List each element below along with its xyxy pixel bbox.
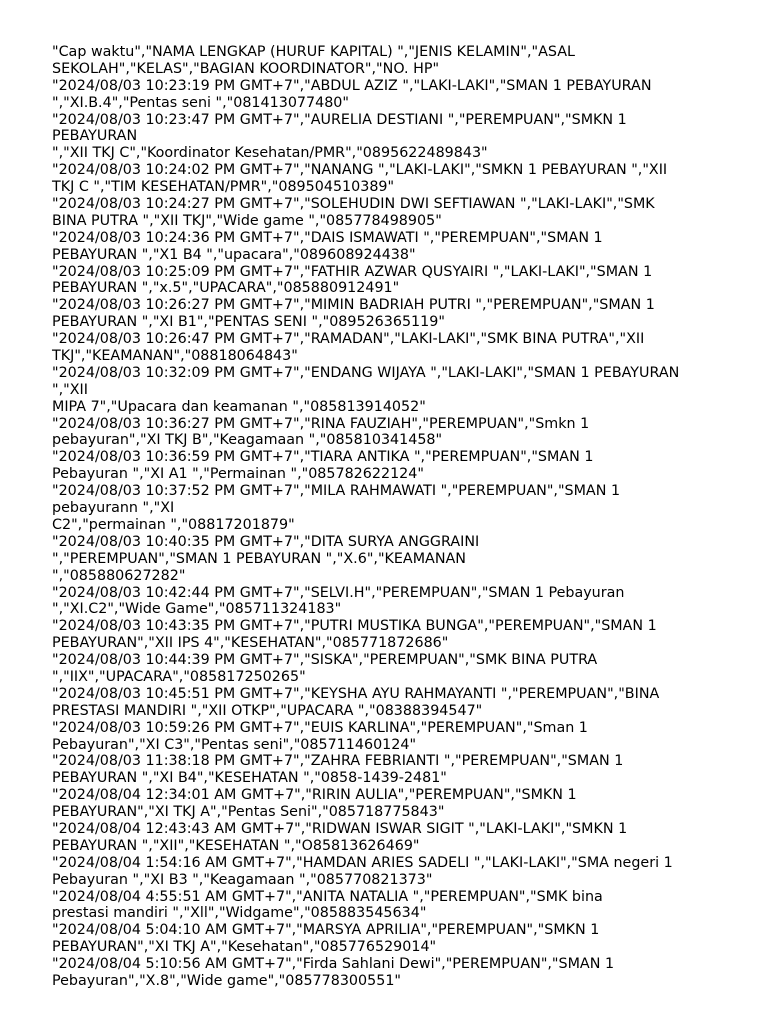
csv-text-line: "2024/08/03 10:45:51 PM GMT+7","KEYSHA AYU RAHMAYANTI ","PEREMPUAN","BINA [52,685,660,702]
csv-text-line: Pebayuran","XI C3","Pentas seni","085711460124" [52,736,417,753]
csv-text-line: "2024/08/04 12:34:01 AM GMT+7","RIRIN AULIA","PEREMPUAN","SMKN 1 [52,787,577,804]
csv-text-line: "2024/08/03 10:37:52 PM GMT+7","MILA RAHMAWATI ","PEREMPUAN","SMAN 1 [52,483,621,500]
csv-text-line: "2024/08/03 10:24:36 PM GMT+7","DAIS ISMAWATI ","PEREMPUAN","SMAN 1 [52,229,603,246]
csv-text-line: PEBAYURAN","XI TKJ A","Pentas Seni","085718775843" [52,804,445,821]
csv-text-line: pebayurann ","XI [52,500,175,517]
csv-text-line: "2024/08/03 10:23:47 PM GMT+7","AURELIA DESTIANI ","PEREMPUAN","SMKN 1 [52,111,627,128]
csv-text-line: ","XII [52,381,88,398]
csv-text-line: "Cap waktu","NAMA LENGKAP (HURUF KAPITAL) ","JENIS KELAMIN","ASAL [52,44,575,60]
csv-text-line: Pebayuran","X.8","Wide game","085778300551" [52,972,401,989]
csv-text-line: C2","permainan ","08817201879" [52,516,295,533]
csv-text-line: ","PEREMPUAN","SMAN 1 PEBAYURAN ","X.6","KEAMANAN [52,550,466,567]
csv-text-line: ","XI.C2","Wide Game","085711324183" [52,601,342,618]
csv-text-line: ","IIX","UPACARA","085817250265" [52,668,306,685]
csv-text-line: PEBAYURAN","XI TKJ A","Kesehatan","085776529014" [52,939,437,956]
csv-text-line: PEBAYURAN ","XII","KESEHATAN ","O85813626469" [52,837,420,854]
csv-text-line: "2024/08/04 1:54:16 AM GMT+7","HAMDAN ARIES SADELI ","LAKI-LAKI","SMA negeri 1 [52,854,673,871]
csv-text-line: "2024/08/04 5:10:56 AM GMT+7","Firda Sahlani Dewi","PEREMPUAN","SMAN 1 [52,956,615,973]
csv-text-line: MIPA 7","Upacara dan keamanan ","085813914052" [52,398,426,415]
csv-text-line: PRESTASI MANDIRI ","XII OTKP","UPACARA ","08388394547" [52,702,483,719]
csv-text-line: TKJ","KEAMANAN","08818064843" [52,348,298,365]
csv-text-line: Pebayuran ","XI A1 ","Permainan ","085782622124" [52,466,424,483]
csv-text-line: "2024/08/03 10:24:02 PM GMT+7","NANANG ","LAKI-LAKI","SMKN 1 PEBAYURAN ","XII [52,162,668,179]
csv-text-line: pebayuran","XI TKJ B","Keagamaan ","085810341458" [52,432,443,449]
csv-text-line: "2024/08/03 11:38:18 PM GMT+7","ZAHRA FEBRIANTI ","PEREMPUAN","SMAN 1 [52,753,624,770]
csv-text-line: "2024/08/04 12:43:43 AM GMT+7","RIDWAN ISWAR SIGIT ","LAKI-LAKI","SMKN 1 [52,820,628,837]
csv-text-line: "2024/08/03 10:43:35 PM GMT+7","PUTRI MUSTIKA BUNGA","PEREMPUAN","SMAN 1 [52,618,657,635]
csv-text-line: "2024/08/03 10:23:19 PM GMT+7","ABDUL AZIZ ","LAKI-LAKI","SMAN 1 PEBAYURAN [52,77,652,94]
csv-text-line: PEBAYURAN ","X1 B4 ","upacara","089608924438" [52,246,416,263]
csv-text-line: Pebayuran ","XI B3 ","Keagamaan ","085770821373" [52,871,433,888]
csv-text-line: BINA PUTRA ","XII TKJ","Wide game ","085778498905" [52,212,442,229]
csv-text-line: PEBAYURAN ","XI B4","KESEHATAN ","0858-1439-2481" [52,770,447,787]
document-page [52,44,722,990]
csv-text-line: PEBAYURAN [52,128,138,145]
csv-text-line: "2024/08/03 10:36:27 PM GMT+7","RINA FAUZIAH","PEREMPUAN","Smkn 1 [52,415,590,432]
csv-text-line: "2024/08/03 10:25:09 PM GMT+7","FATHIR AZWAR QUSYAIRI ","LAKI-LAKI","SMAN 1 [52,263,653,280]
csv-text-line: "2024/08/03 10:59:26 PM GMT+7","EUIS KARLINA","PEREMPUAN","Sman 1 [52,719,588,736]
csv-text-line: "2024/08/04 5:04:10 AM GMT+7","MARSYA APRILIA","PEREMPUAN","SMKN 1 [52,922,600,939]
csv-text-line: PEBAYURAN ","x.5","UPACARA","085880912491" [52,280,400,297]
csv-text-line: "2024/08/03 10:32:09 PM GMT+7","ENDANG WIJAYA ","LAKI-LAKI","SMAN 1 PEBAYURAN [52,364,680,381]
csv-text-line: "2024/08/03 10:40:35 PM GMT+7","DITA SURYA ANGGRAINI [52,533,480,550]
csv-text-line: "2024/08/04 4:55:51 AM GMT+7","ANITA NATALIA ","PEREMPUAN","SMK bina [52,888,603,905]
csv-text-line: ","XI.B.4","Pentas seni ","081413077480" [52,94,349,111]
csv-text-line: ","XII TKJ C","Koordinator Kesehatan/PMR","0895622489843" [52,145,488,162]
csv-text-line: prestasi mandiri ","Xll","Widgame","085883545634" [52,905,427,922]
csv-text-line: "2024/08/03 10:36:59 PM GMT+7","TIARA ANTIKA ","PEREMPUAN","SMAN 1 [52,449,594,466]
csv-text-line: "2024/08/03 10:42:44 PM GMT+7","SELVI.H","PEREMPUAN","SMAN 1 Pebayuran [52,584,625,601]
csv-text-line: PEBAYURAN ","XI B1","PENTAS SENI ","089526365119" [52,314,445,331]
csv-text-line: ","085880627282" [52,567,186,584]
csv-text-line: "2024/08/03 10:26:27 PM GMT+7","MIMIN BADRIAH PUTRI ","PEREMPUAN","SMAN 1 [52,297,655,314]
csv-text-line: "2024/08/03 10:26:47 PM GMT+7","RAMADAN","LAKI-LAKI","SMK BINA PUTRA","XII [52,331,645,348]
csv-text-line: "2024/08/03 10:24:27 PM GMT+7","SOLEHUDIN DWI SEFTIAWAN ","LAKI-LAKI","SMK [52,196,655,213]
csv-text-line: PEBAYURAN","XII IPS 4","KESEHATAN","085771872686" [52,635,449,652]
csv-text-line: SEKOLAH","KELAS","BAGIAN KOORDINATOR","NO. HP" [52,60,440,77]
csv-text-line: TKJ C ","TIM KESEHATAN/PMR","089504510389" [52,179,395,196]
csv-text-line: "2024/08/03 10:44:39 PM GMT+7","SISKA","PEREMPUAN","SMK BINA PUTRA [52,652,598,669]
